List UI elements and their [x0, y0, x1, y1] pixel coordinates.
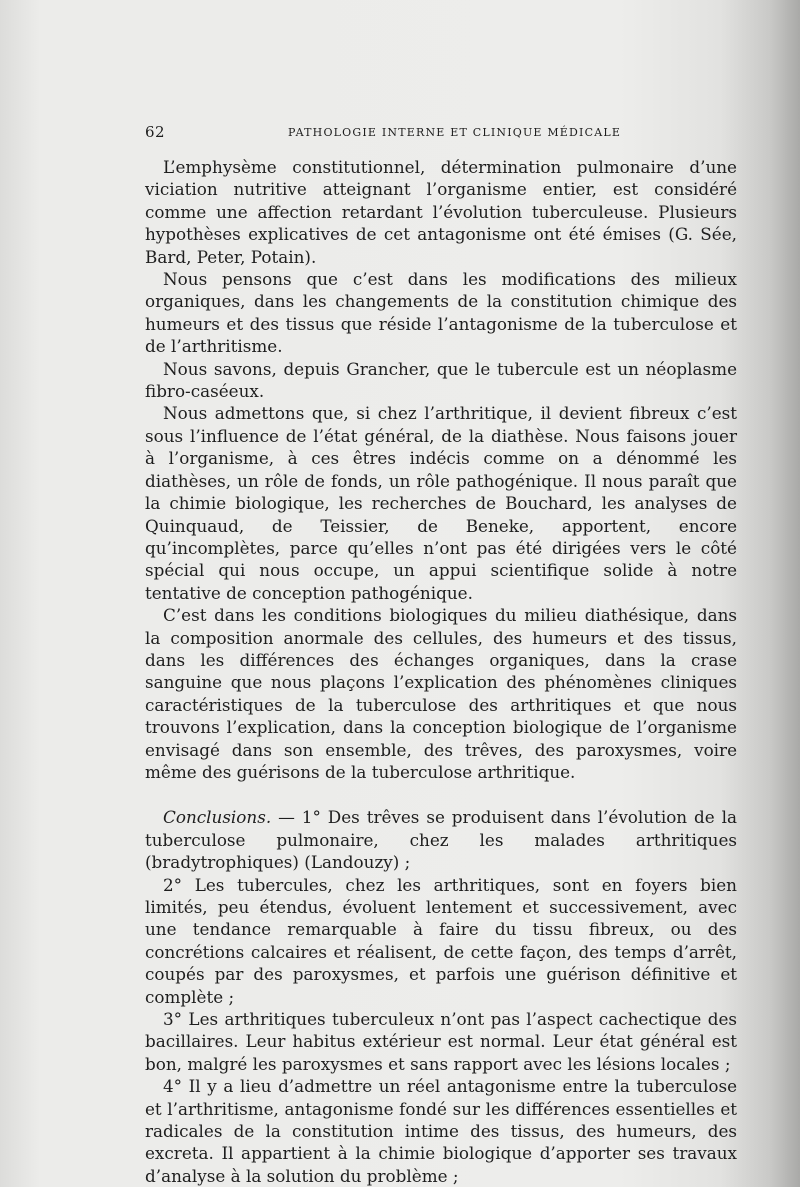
- page-header: [145, 123, 737, 145]
- paragraph: Nous savons, depuis Grancher, que le tubercule est un néoplasme fibro-caséeux.: [145, 358, 737, 402]
- conclusion-item: 4° Il y a lieu d’admettre un réel antagonisme entre la tuberculose et l’arthritisme, antagonisme fondé sur les différences essentielles et radicales de la constitution intime des tissus, des humeurs, des excreta. Il appartient à la chimie biologique d’apporter ses travaux d’analyse à la solution du problème ;: [145, 1076, 737, 1186]
- conclusion-item: 2° Les tubercules, chez les arthritiques, sont en foyers bien limités, peu étendus, évoluent lentement et successivement, avec une tendance remarquable à faire du tissu fibreux, ou des concrétions calcaires et réalisent, de cette façon, des temps d’arrêt, coupés par des paroxysmes, et parfois une guérison définitive et complète ;: [145, 874, 737, 1007]
- paragraph: Nous pensons que c’est dans les modifications des milieux organiques, dans les changements de la constitution chimique des humeurs et des tissus que réside l’antagonisme de la tuberculose et de l’arthritisme.: [145, 269, 737, 357]
- paragraph: Nous admettons que, si chez l’arthritique, il devient fibreux c’est sous l’influence de l’état général, de la diathèse. Nous faisons jouer à l’organisme, à ces êtres indécis comme on a dénommé les diathèses, un rôle de fonds, un rôle pathogénique. Il nous paraît que la chimie biologique, les recherches de Bouchard, les analyses de Quinquaud, de Teissier, de Beneke, apportent, encore qu’incomplètes, parce qu’elles n’ont pas été dirigées vers le côté spécial qui nous occupe, un appui scientifique solide à notre tentative de conception pathogénique.: [145, 403, 737, 603]
- conclusion-item: [145, 806, 737, 873]
- paragraph: L’emphysème constitutionnel, détermination pulmonaire d’une viciation nutritive atteignant l’organisme entier, est considéré comme une affection retardant l’évolution tuberculeuse. Plusieurs hypothèses explicatives de cet antagonisme ont été émises (G. Sée, Bard, Peter, Potain).: [145, 157, 737, 267]
- paragraph: C’est dans les conditions biologiques du milieu diathésique, dans la composition anormale des cellules, des humeurs et des tissus, dans les différences des échanges organiques, dans la crase sanguine que nous plaçons l’explication des phénomènes cliniques caractéristiques de la tuberculose des arthritiques et que nous trouvons l’explication, dans la conception biologique de l’organisme envisagé dans son ensemble, des trêves, des paroxysmes, voire même des guérisons de la tuberculose arthritique.: [145, 605, 737, 782]
- running-title: PATHOLOGIE INTERNE ET CLINIQUE MÉDICALE: [288, 126, 622, 139]
- conclusions-label: Conclusions.: [163, 807, 272, 828]
- conclusion-item: 3° Les arthritiques tuberculeux n’ont pas l’aspect cachectique des bacillaires. Leur habitus extérieur est normal. Leur état général est bon, malgré les paroxysmes et sans rapport avec les lésions locales ;: [145, 1009, 737, 1074]
- page-number: 62: [145, 123, 166, 141]
- page-body: [145, 156, 737, 1187]
- conclusion-text: — 1° Des trêves se produisent dans l’évolution de la tuberculose pulmonaire, chez les malades arthritiques (bradytrophiques) (Landouzy) ;: [145, 807, 737, 873]
